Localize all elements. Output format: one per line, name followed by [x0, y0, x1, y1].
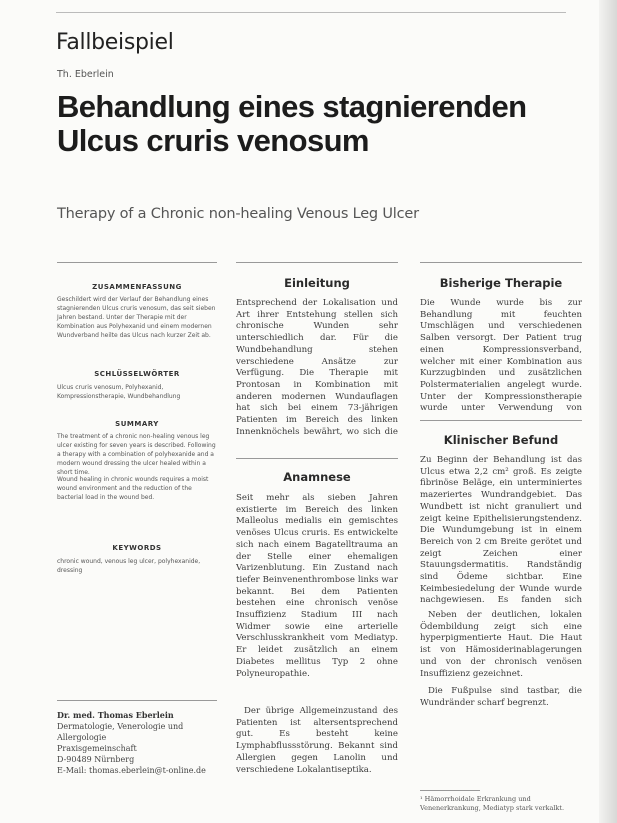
summary-en-text-1: The treatment of a chronic non-healing venous leg ulcer existing for seven years is described. Following a therapy with a combination of polyhexanide and a modern wound dressing the ulcer healed within a short time.	[57, 433, 216, 476]
col2-rule	[236, 262, 398, 263]
col3-rule-2	[420, 420, 582, 421]
sidebar-rule	[57, 262, 217, 263]
findings-text-1: Zu Beginn der Behandlung ist das Ulcus etwa 2,2 cm² groß. Es zeigte fibrinöse Beläge, ein unterminiertes mazeriertes Wundrandgebiet. Das Wundbett ist nicht granuliert und zeigt keine Epithelisierungstendenz. Die Wundumgebung ist in einem Bereich von 2 cm Breite gerötet und zeigt Zeichen einer Stauungsdermatitis. Randständig sind Ödeme sichtbar. Eine Keimbesiedelung der Wunde wurde nachgewiesen. Es fanden sich	[420, 455, 582, 606]
contact-block	[57, 710, 227, 776]
article-title: Behandlung eines stagnierenden Ulcus cruris venosum	[57, 89, 527, 158]
keywords-en-heading: KEYWORDS	[112, 544, 162, 552]
intro-heading: Einleitung	[284, 276, 350, 290]
page-edge-shadow	[599, 0, 617, 823]
contact-name: Dr. med. Thomas Eberlein	[57, 710, 174, 720]
summary-en-text-2: Wound healing in chronic wounds requires a moist wound environment and the reduction of the bacterial load in the wound bed.	[57, 476, 209, 501]
author-line: Th. Eberlein	[57, 69, 114, 80]
anamnesis-heading: Anamnese	[283, 470, 351, 484]
col3-rule	[420, 262, 582, 263]
summary-de-text: Geschildert wird der Verlauf der Behandlung eines stagnierenden Ulcus cruris venosum, das seit sieben Jahren bestand. Unter der Therapie mit der Kombination aus Polyhexanid und einem modernen Wundverband heilte das Ulcus nach kurzer Zeit ab.	[57, 296, 216, 339]
prior-therapy-text: Die Wunde wurde bis zur Behandlung mit feuchten Umschlägen und verschiedenen Salben versorgt. Der Patient trug einen Kompressionsverband, welcher mit einer Kombination aus Kurzzugbinden und zusätzlichen Polstermaterialien angelegt wurde. Unter der Kompressionstherapie wurde unter Verwendung von	[420, 298, 582, 414]
col2-rule-2	[236, 458, 398, 459]
article-subtitle: Therapy of a Chronic non-healing Venous Leg Ulcer	[57, 206, 419, 222]
footnote: ¹ Hämorrhoidale Erkrankung und Venenerkrankung, Mediatyp stark verkalkt.	[420, 795, 565, 812]
prior-therapy-heading: Bisherige Therapie	[439, 276, 563, 290]
contact-line-1: Dermatologie, Venerologie und	[57, 722, 184, 731]
contact-line-2: Allergologie	[57, 733, 107, 742]
footnote-rule	[420, 790, 480, 791]
keywords-en-text: chronic wound, venous leg ulcer, polyhexanide, dressing	[57, 558, 201, 574]
summary-de-heading: ZUSAMMENFASSUNG	[92, 283, 182, 291]
keywords-de-text: Ulcus cruris venosum, Polyhexanid, Kompressionstherapie, Wundbehandlung	[57, 384, 181, 400]
findings-heading: Klinischer Befund	[443, 433, 559, 447]
summary-en-heading: SUMMARY	[115, 420, 159, 428]
intro-text: Entsprechend der Lokalisation und Art ihrer Entstehung stellen sich chronische Wunden sehr unterschiedlich dar. Für die Wundbehandlung stehen verschiedene Ansätze zur Verfügung. Die Therapie mit Prontosan in Kombination mit anderen modernen Wundauflagen hat sich bei einem 73-jährigen Patienten im Bereich des linken Innenknöchels bewährt, wo sich die	[236, 298, 398, 437]
contact-line-3: Praxisgemeinschaft	[57, 744, 137, 753]
anamnesis-text-2: Der übrige Allgemeinzustand des Patienten ist altersentsprechend gut. Es besteht keine Lymphabflussstörung. Bekannt sind Allergien gegen Lanolin und verschiedene Lokalantiseptika.	[236, 706, 398, 775]
findings-text-3: Die Fußpulse sind tastbar, die Wundränder scharf begrenzt.	[420, 686, 582, 708]
keywords-de-heading: SCHLÜSSELWÖRTER	[94, 370, 180, 378]
findings-text-2: Neben der deutlichen, lokalen Ödembildung zeigt sich eine hyperpigmentierte Haut. Die Haut ist von Hämosiderinablagerungen und von der chronisch venösen Insuffizienz gezeichnet.	[420, 610, 582, 679]
contact-email: E-Mail: thomas.eberlein@t-online.de	[57, 766, 206, 775]
section-label: Fallbeispiel	[56, 30, 174, 55]
anamnesis-text-1: Seit mehr als sieben Jahren existierte im Bereich des linken Malleolus medialis ein gemischtes venöses Ulcus cruris. Es entwickelte sich nach einem Bagatelltrauma an der Stelle einer ehemaligen Varizenblutung. Ein Zustand nach tiefer Beinvenenthrombose links war bekannt. Bei dem Patienten bestehen eine chronisch venöse Insuffizienz Stadium III nach Widmer sowie eine arterielle Verschlusskrankheit vom Mediatyp. Er leidet zusätzlich an einem Diabetes mellitus Typ 2 ohne Polyneuropathie.	[236, 493, 398, 679]
contact-line-4: D-90489 Nürnberg	[57, 755, 135, 764]
contact-rule	[57, 700, 217, 701]
top-rule	[56, 12, 566, 13]
